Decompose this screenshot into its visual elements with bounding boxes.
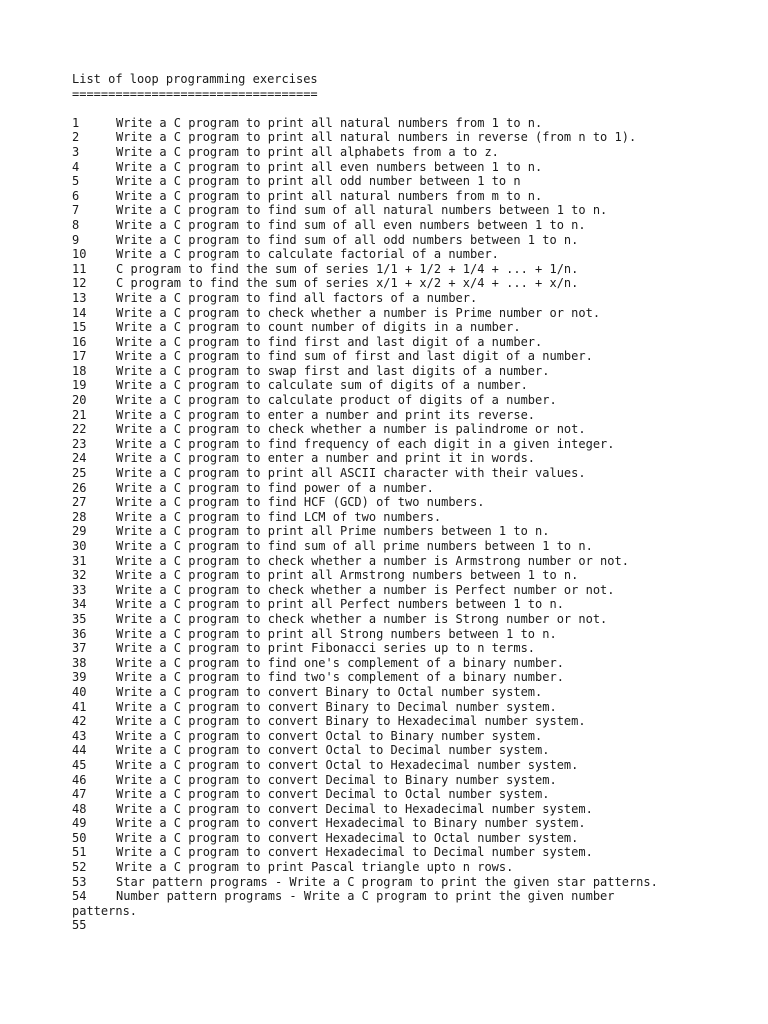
item-number: 26 [72,480,87,495]
item-number: 41 [72,699,87,714]
item-text: Write a C program to find all factors of a number. [116,290,478,305]
item-number: 40 [72,684,87,699]
item-number: 6 [72,188,80,203]
item-number: 46 [72,772,87,787]
item-number: 2 [72,130,80,145]
item-number: 8 [72,217,80,232]
item-number: 10 [72,247,87,262]
item-text: C program to find the sum of series x/1 + x/2 + x/4 + ... + x/n. [116,276,579,291]
item-number: 38 [72,655,87,670]
list-item [72,729,712,744]
item-text: Write a C program to check whether a number is palindrome or not. [116,422,586,437]
list-item [72,554,712,569]
item-number: 49 [72,816,87,831]
item-text: Write a C program to find sum of all prime numbers between 1 to n. [116,539,593,553]
list-item [72,364,712,379]
list-item [72,218,712,233]
item-number: 23 [72,436,87,451]
item-number: 7 [72,203,80,218]
item-number: 15 [72,320,87,335]
item-text: Write a C program to convert Octal to Decimal number system. [116,743,550,758]
item-text: Write a C program to find one's complement of a binary number. [116,655,564,670]
item-text: Write a C program to find sum of first and last digit of a number. [116,349,593,364]
item-text: Write a C program to find sum of all natural numbers between 1 to n. [116,203,608,218]
item-text: Write a C program to swap first and last digits of a number. [116,363,550,378]
list-item [72,393,712,408]
list-item [72,568,712,583]
list-item [72,670,712,685]
list-item [72,583,712,598]
list-item [72,787,712,802]
list-item [72,539,712,554]
list-item [72,437,712,452]
item-number: 13 [72,290,87,305]
list-item [72,320,712,335]
item-text: Write a C program to check whether a number is Perfect number or not. [116,582,615,597]
list-item [72,700,712,715]
list-item [72,116,712,131]
item-text: Write a C program to convert Decimal to Binary number system. [116,772,557,787]
item-number: 30 [72,539,87,553]
list-item [72,758,712,773]
item-text: Write a C program to check whether a number is Prime number or not. [116,305,601,320]
item-text: Write a C program to find power of a number. [116,480,434,495]
item-text: Write a C program to print all ASCII character with their values. [116,466,586,481]
item-text: Write a C program to check whether a number is Armstrong number or not. [116,553,629,568]
document-title: List of loop programming exercises [72,72,318,86]
list-item [72,276,712,291]
list-item [72,349,712,364]
item-number: 36 [72,626,87,641]
blank-line [72,101,712,116]
list-item [72,845,712,860]
list-item [72,306,712,321]
item-text: Write a C program to enter a number and print its reverse. [116,407,536,422]
item-number: 50 [72,830,87,845]
item-number: 4 [72,159,80,174]
item-text: Write a C program to convert Hexadecimal to Decimal number system. [116,845,593,860]
item-number: 33 [72,582,87,597]
item-number: 9 [72,232,80,247]
item-number: 19 [72,378,87,393]
item-number: 39 [72,670,87,685]
item-text: C program to find the sum of series 1/1 + 1/2 + 1/4 + ... + 1/n. [116,261,579,276]
item-text: Write a C program to find sum of all odd numbers between 1 to n. [116,232,579,247]
item-number: 48 [72,801,87,816]
list-item [72,422,712,437]
item-text: Write a C program to check whether a number is Strong number or not. [116,611,608,626]
list-item [72,160,712,175]
item-number: 53 [72,874,87,889]
item-number: 52 [72,860,87,875]
item-number: 29 [72,524,87,539]
item-text: Write a C program to convert Binary to Hexadecimal number system. [116,714,586,729]
item-number: 3 [72,144,80,159]
item-text: Write a C program to enter a number and print it in words. [116,451,536,466]
list-item [72,335,712,350]
item-number: 43 [72,728,87,743]
list-item [72,714,712,729]
item-text: Write a C program to count number of digits in a number. [116,320,521,335]
item-text: Write a C program to print all Strong numbers between 1 to n. [116,626,557,641]
item-text: Number pattern programs - Write a C program to print the given number [116,889,615,904]
list-item [72,641,712,656]
item-text: Write a C program to convert Hexadecimal to Octal number system. [116,830,579,845]
item-text: Star pattern programs - Write a C program to print the given star patterns. [116,874,658,889]
item-number: 51 [72,845,87,860]
item-number: 24 [72,451,87,466]
item-text: Write a C program to print all Armstrong numbers between 1 to n. [116,568,579,583]
item-number: 55 [72,918,87,933]
list-item [72,247,712,262]
item-number: 5 [72,174,80,189]
list-item [72,481,712,496]
item-text: Write a C program to convert Binary to Decimal number system. [116,699,557,714]
item-number: 45 [72,757,87,772]
list-item [72,189,712,204]
item-text: Write a C program to convert Octal to Hexadecimal number system. [116,757,579,772]
list-item [72,233,712,248]
item-number: 14 [72,305,87,320]
list-item [72,831,712,846]
list-item [72,860,712,875]
list-item [72,495,712,510]
item-number: 31 [72,553,87,568]
item-number: 11 [72,261,87,276]
list-item [72,597,712,612]
item-text: Write a C program to calculate product of digits of a number. [116,393,557,408]
item-text: Write a C program to print all natural numbers from 1 to n. [116,115,543,130]
list-item [72,656,712,671]
item-text: Write a C program to convert Octal to Binary number system. [116,728,543,743]
list-item [72,510,712,525]
item-number: 28 [72,509,87,524]
item-number: 27 [72,495,87,510]
item-number: 22 [72,422,87,437]
item-number: 37 [72,641,87,656]
item-text: Write a C program to print all even numbers between 1 to n. [116,159,543,174]
item-text: Write a C program to print all natural numbers in reverse (from n to 1). [116,130,637,145]
item-number: 12 [72,276,87,291]
list-item [72,145,712,160]
item-number: 17 [72,349,87,364]
item-number: 16 [72,334,87,349]
item-text: Write a C program to find HCF (GCD) of two numbers. [116,495,485,510]
list-item [72,408,712,423]
list-item [72,816,712,831]
item-text: Write a C program to find first and last digit of a number. [116,334,543,349]
item-text: Write a C program to convert Hexadecimal to Binary number system. [116,816,586,831]
item-text: Write a C program to print Pascal triangle upto n rows. [116,860,514,875]
list-item [72,203,712,218]
item-text: Write a C program to find sum of all even numbers between 1 to n. [116,217,586,232]
list-item [72,174,712,189]
item-text: Write a C program to convert Binary to Octal number system. [116,684,543,699]
item-number: 34 [72,597,87,612]
item-number: 47 [72,787,87,802]
list-item [72,466,712,481]
item-text: Write a C program to find frequency of each digit in a given integer. [116,436,615,451]
item-text: Write a C program to print all Perfect numbers between 1 to n. [116,597,564,612]
title-underline: ================================== [72,86,318,101]
list-item [72,378,712,393]
list-item [72,685,712,700]
item-text: Write a C program to print all natural numbers from m to n. [116,188,543,203]
item-number: 54 [72,889,87,904]
list-item [72,627,712,642]
list-item [72,875,712,890]
item-text-continuation: patterns. [72,903,138,918]
exercise-list [72,116,712,889]
list-item [72,262,712,277]
item-number: 35 [72,611,87,626]
list-item [72,612,712,627]
item-number: 25 [72,466,87,481]
item-number: 20 [72,393,87,408]
list-item [72,918,712,933]
item-number: 44 [72,743,87,758]
item-number: 32 [72,568,87,583]
list-item [72,130,712,145]
item-text: Write a C program to calculate sum of digits of a number. [116,378,528,393]
list-item [72,773,712,788]
item-text: Write a C program to print all odd number between 1 to n [116,174,521,189]
item-text: Write a C program to print all Prime numbers between 1 to n. [116,524,550,539]
list-item [72,889,712,918]
item-number: 21 [72,407,87,422]
item-text: Write a C program to convert Decimal to Octal number system. [116,787,550,802]
item-number: 18 [72,363,87,378]
item-text: Write a C program to find LCM of two numbers. [116,509,442,524]
item-number: 1 [72,115,80,130]
list-item [72,524,712,539]
list-item [72,291,712,306]
item-text: Write a C program to print all alphabets from a to z. [116,144,499,159]
item-text: Write a C program to print Fibonacci series up to n terms. [116,641,536,656]
list-item [72,743,712,758]
item-text: Write a C program to find two's complement of a binary number. [116,670,564,685]
item-number: 42 [72,714,87,729]
list-item [72,451,712,466]
document [72,72,712,933]
item-text: Write a C program to calculate factorial of a number. [116,247,499,262]
list-item [72,802,712,817]
item-text: Write a C program to convert Decimal to Hexadecimal number system. [116,801,593,816]
